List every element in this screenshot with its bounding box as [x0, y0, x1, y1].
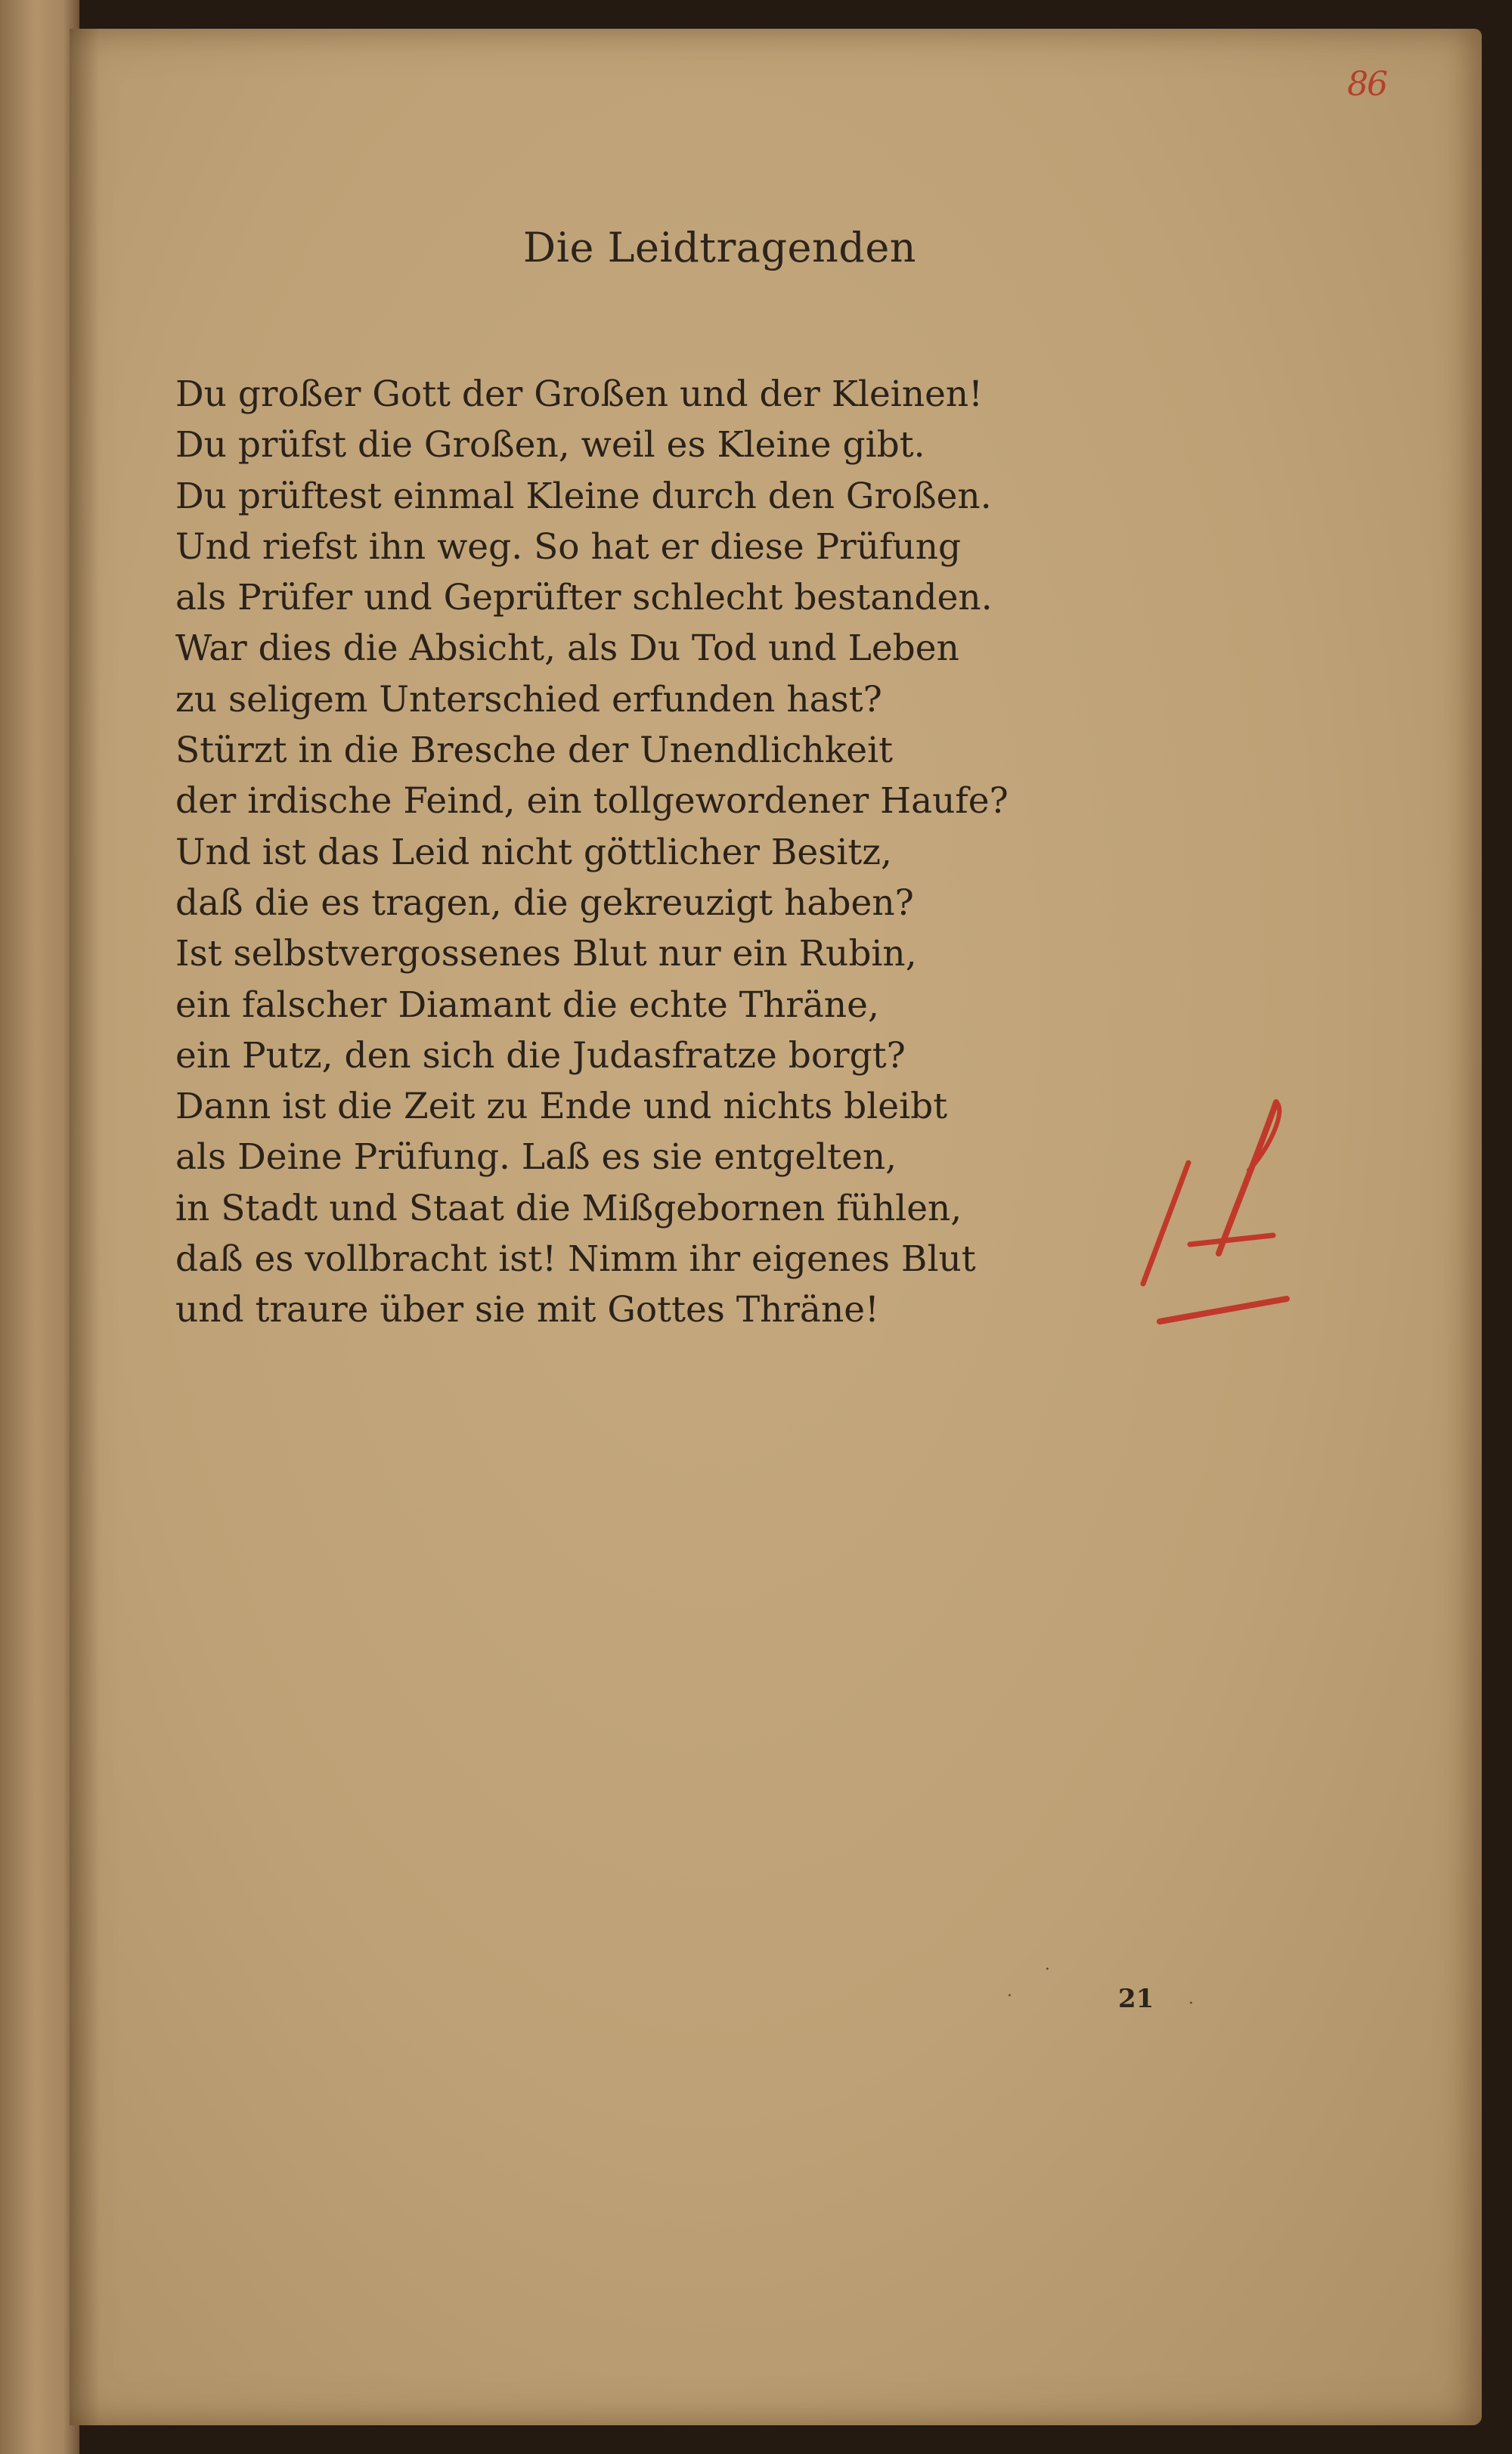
- poem-line: in Stadt und Staat die Mißgebornen fühlen,: [175, 1187, 962, 1229]
- poem-line: Dann ist die Zeit zu Ende und nichts bleibt: [175, 1086, 948, 1128]
- archive-number: 86: [1347, 65, 1387, 104]
- poem-line: ein falscher Diamant die echte Thräne,: [175, 984, 879, 1026]
- book-page: [70, 29, 1482, 2425]
- poem-line: Du prüfst die Großen, weil es Kleine gibt.: [175, 424, 925, 466]
- ink-speck: ·: [1188, 1994, 1194, 2013]
- poem-line: als Prüfer und Geprüfter schlecht bestanden.: [175, 577, 993, 619]
- poem-line: der irdische Feind, ein tollgewordener Haufe?: [175, 780, 1009, 823]
- poem-title: Die Leidtragenden: [522, 224, 917, 271]
- page-gutter-shadow: [70, 29, 100, 2425]
- poem-line: Ist selbstvergossenes Blut nur ein Rubin,: [175, 933, 917, 975]
- poem-body: [175, 369, 1158, 1336]
- book-spine: [0, 0, 79, 2454]
- poem-line: Und riefst ihn weg. So hat er diese Prüfung: [175, 525, 962, 568]
- poem-line: als Deine Prüfung. Laß es sie entgelten,: [175, 1136, 897, 1179]
- poem-line: Du prüftest einmal Kleine durch den Großen.: [175, 475, 992, 517]
- poem-line: zu seligem Unterschied erfunden hast?: [175, 678, 882, 720]
- poem-line: daß die es tragen, die gekreuzigt haben?: [175, 882, 914, 924]
- ink-speck: ·: [1007, 1987, 1012, 2006]
- poem-line: Stürzt in die Bresche der Unendlichkeit: [175, 730, 894, 772]
- poem-line: ein Putz, den sich die Judasfratze borgt?: [175, 1034, 906, 1077]
- poem-line: War dies die Absicht, als Du Tod und Leben: [175, 627, 959, 670]
- red-pencil-mark: [1098, 1057, 1340, 1359]
- poem-line: daß es vollbracht ist! Nimm ihr eigenes Blut: [175, 1238, 976, 1281]
- red-pencil-strokes: [1143, 1102, 1287, 1322]
- poem-line: Du großer Gott der Großen und der Kleinen!: [175, 373, 984, 415]
- poem-line: Und ist das Leid nicht göttlicher Besitz,: [175, 831, 892, 873]
- page-number: 21: [1118, 1984, 1154, 2014]
- ink-speck: ·: [1045, 1960, 1050, 1979]
- poem-line: und traure über sie mit Gottes Thräne!: [175, 1289, 879, 1331]
